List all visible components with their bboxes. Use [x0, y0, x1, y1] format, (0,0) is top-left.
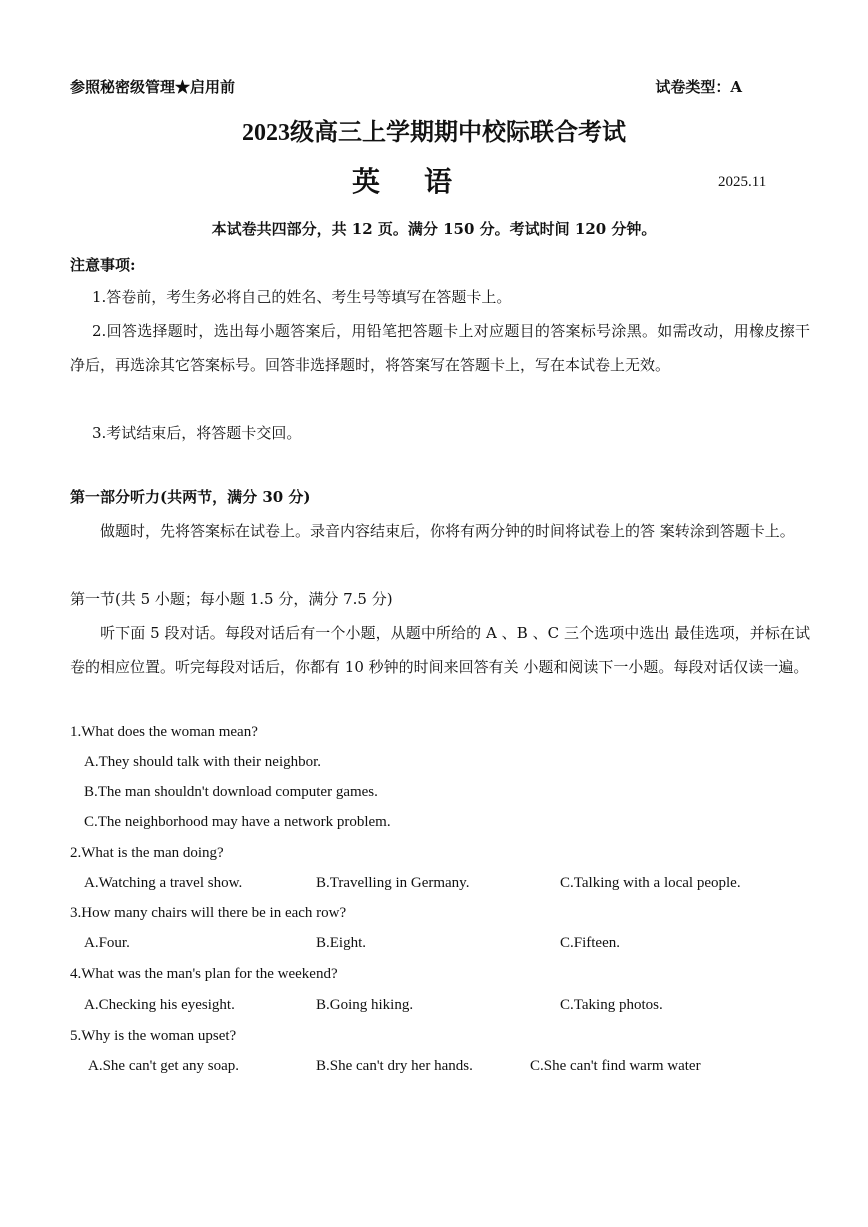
question-5-option-a: A.She can't get any soap.: [88, 1058, 239, 1074]
question-4-option-c: C.Taking photos.: [560, 997, 663, 1013]
question-2-option-b: B.Travelling in Germany.: [316, 875, 470, 891]
header-bar: [70, 76, 770, 97]
section1-title: 第一节(共 5 小题；每小题 1.5 分，满分 7.5 分): [70, 590, 393, 608]
question-5-option-c: C.She can't find warm water: [530, 1058, 701, 1074]
exam-summary: 本试卷共四部分，共 12 页。满分 150 分。考试时间 120 分钟。: [211, 220, 657, 238]
subject-title: 英语: [352, 165, 497, 198]
exam-title: 2023级高三上学期期中校际联合考试: [242, 120, 626, 146]
part1-instruction: 做题时，先将答案标在试卷上。录音内容结束后，你将有两分钟的时间将试卷上的答 案转涂到答题卡上。: [100, 522, 795, 540]
notes-item-1: 1.答卷前，考生务必将自己的姓名、考生号等填写在答题卡上。: [92, 288, 512, 306]
notes-item-3: 3.考试结束后，将答题卡交回。: [92, 424, 302, 442]
question-3-option-c: C.Fifteen.: [560, 935, 620, 951]
question-4-option-a: A.Checking his eyesight.: [84, 997, 235, 1013]
notes-heading: 注意事项:: [70, 256, 136, 274]
notes-item-2: 2.回答选择题时，选出每小题答案后，用铅笔把答题卡上对应题目的答案标号涂黑。如需改动，用橡皮擦干净后，再选涂其它答案标号。回答非选择题时，将答案写在答题卡上，写在本试卷上无效。: [70, 322, 810, 374]
question-3: 3.How many chairs will there be in each row?: [70, 905, 347, 921]
question-3-option-a: A.Four.: [84, 935, 130, 951]
question-4: 4.What was the man's plan for the weekend?: [70, 966, 338, 982]
paper-type-label: 试卷类型：A: [655, 78, 742, 96]
question-1-option-c: C.The neighborhood may have a network problem.: [84, 814, 391, 830]
exam-date: 2025.11: [718, 174, 767, 190]
part1-title: 第一部分听力(共两节，满分 30 分): [70, 488, 311, 506]
question-1-option-a: A.They should talk with their neighbor.: [84, 754, 322, 770]
question-1-option-b: B.The man shouldn't download computer games.: [84, 784, 378, 800]
question-5-option-b: B.She can't dry her hands.: [316, 1058, 473, 1074]
question-4-option-b: B.Going hiking.: [316, 997, 414, 1013]
question-2-option-a: A.Watching a travel show.: [84, 875, 243, 891]
question-2: 2.What is the man doing?: [70, 845, 224, 861]
confidentiality-label: 参照秘密级管理★启用前: [70, 78, 236, 96]
section1-instruction: 听下面 5 段对话。每段对话后有一个小题，从题中所给的 A 、B 、C 三个选项中选出 最佳选项，并标在试卷的相应位置。听完每段对话后，你都有 10 秒钟的时间来回答有关 小题和阅读下一小题。每段对话仅读一遍。: [70, 624, 810, 676]
question-2-option-c: C.Talking with a local people.: [560, 875, 741, 891]
question-5: 5.Why is the woman upset?: [70, 1028, 237, 1044]
question-1: 1.What does the woman mean?: [70, 724, 258, 740]
question-3-option-b: B.Eight.: [316, 935, 367, 951]
